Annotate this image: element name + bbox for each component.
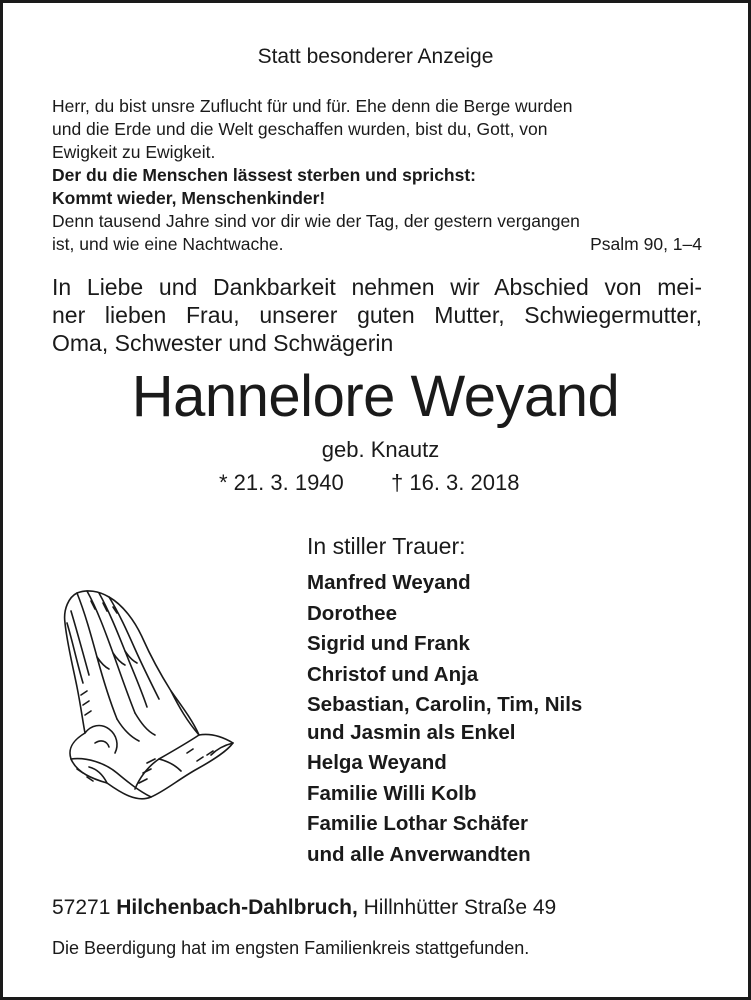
psalm-quote: [52, 95, 702, 256]
mourner-name: und Jasmin als Enkel: [307, 721, 516, 744]
intro-line: Oma, Schwester und Schwägerin: [52, 330, 394, 356]
mourner-name: und alle Anverwandten: [307, 842, 531, 866]
maiden-name: [3, 437, 748, 463]
psalm-line-bold: Der du die Menschen lässest sterben und sprichst:: [52, 165, 476, 185]
mourner-name: Familie Willi Kolb: [307, 781, 477, 805]
praying-hands-icon: [47, 583, 242, 813]
funeral-note: Die Beerdigung hat im engsten Familienkreis stattgefunden.: [52, 938, 530, 958]
psalm-line: und die Erde und die Welt geschaffen wurden, bist du, Gott, von: [52, 119, 548, 139]
mourner-name: Helga Weyand: [307, 751, 447, 774]
psalm-last-line: [52, 233, 702, 256]
intro-line: In Liebe und Dankbarkeit nehmen wir Abschied von mei-: [52, 274, 702, 300]
street: Hillnhütter Straße 49: [363, 896, 557, 919]
notice-header: Statt besonderer Anzeige: [257, 45, 494, 68]
mourner-name: Manfred Weyand: [307, 571, 471, 594]
psalm-line: Ewigkeit zu Ewigkeit.: [52, 142, 216, 162]
farewell-intro: [52, 273, 702, 357]
maiden-name-text: geb. Knautz: [321, 437, 440, 462]
mourner-name: Familie Lothar Schäfer: [307, 812, 529, 835]
address: [52, 896, 556, 920]
psalm-reference: Psalm 90, 1–4: [590, 234, 702, 254]
mourner-name: Christof und Anja: [307, 662, 479, 686]
psalm-line-bold: Kommt wieder, Menschenkinder!: [52, 188, 326, 208]
psalm-line: ist, und wie eine Nachtwache.: [52, 234, 284, 254]
intro-line: ner lieben Frau, unserer guten Mutter, Schwiegermutter,: [52, 302, 702, 328]
death-date: † 16. 3. 2018: [391, 470, 520, 495]
mourners-list: [307, 568, 582, 870]
psalm-line: Herr, du bist unsre Zuflucht für und für. Ehe denn die Berge wurden: [52, 96, 573, 116]
town: Hilchenbach-Dahlbruch,: [116, 896, 358, 919]
mourner-name: Sigrid und Frank: [307, 632, 470, 655]
deceased-name: Hannelore Weyand: [131, 364, 620, 429]
mourning-heading: In stiller Trauer:: [307, 533, 466, 559]
mourner-name: Sebastian, Carolin, Tim, Nils: [307, 693, 583, 716]
birth-date: * 21. 3. 1940: [219, 470, 344, 495]
psalm-line: Denn tausend Jahre sind vor dir wie der Tag, der gestern vergangen: [52, 211, 580, 231]
mourner-name: Dorothee: [307, 601, 397, 625]
postal-code: 57271: [52, 896, 111, 919]
